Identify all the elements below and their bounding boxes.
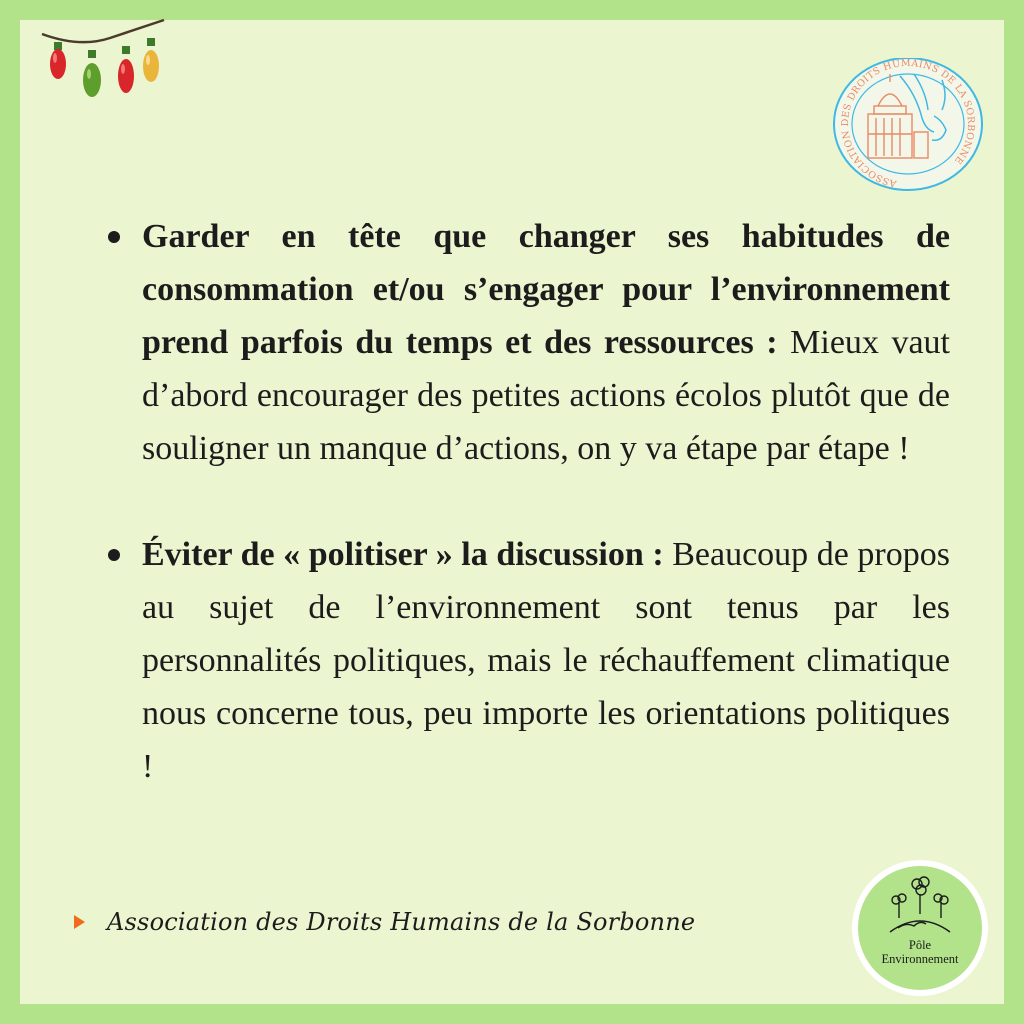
svg-text:ASSOCIATION DES DROITS HUMAINS: ASSOCIATION DES DROITS HUMAINS DE LA SORBONNE (839, 58, 977, 189)
play-triangle-icon (74, 915, 85, 929)
pole-badge-inner (858, 866, 982, 990)
item-text: Mieux vaut d’abord encourager des petites actions écolos plutôt que de souligner un manque d’actions, on y va étape par étape ! (142, 324, 950, 467)
pole-environnement-badge (852, 860, 988, 996)
content-list (100, 210, 950, 793)
pole-line2: Environnement (881, 952, 959, 966)
association-seal-icon (830, 58, 986, 194)
red-bulb-icon (118, 46, 134, 93)
footer-text: Association des Droits Humains de la Sorbonne (107, 908, 696, 936)
red-bulb-icon (50, 42, 66, 79)
green-bulb-icon (83, 50, 101, 97)
footer (74, 902, 695, 942)
pole-label (858, 938, 982, 966)
trees-on-planet-icon (884, 870, 956, 936)
christmas-lights-icon (40, 14, 170, 104)
bullet-icon (108, 231, 120, 243)
yellow-bulb-icon (143, 38, 159, 82)
list-item (100, 528, 950, 793)
pole-line1: Pôle (908, 938, 932, 952)
list-item (100, 210, 950, 475)
item-heading: Garder en tête que changer ses habitudes de consommation et/ou s’engager pour l’environnement prend parfois du temps et des ressources : (142, 218, 950, 361)
item-heading: Éviter de « politiser » la discussion : (142, 536, 664, 573)
item-text: Beaucoup de propos au sujet de l’environnement sont tenus par les personnalités politiques, mais le réchauffement climatique nous concerne tous, peu importe les orientations politiques ! (142, 536, 950, 785)
bullet-icon (108, 549, 120, 561)
